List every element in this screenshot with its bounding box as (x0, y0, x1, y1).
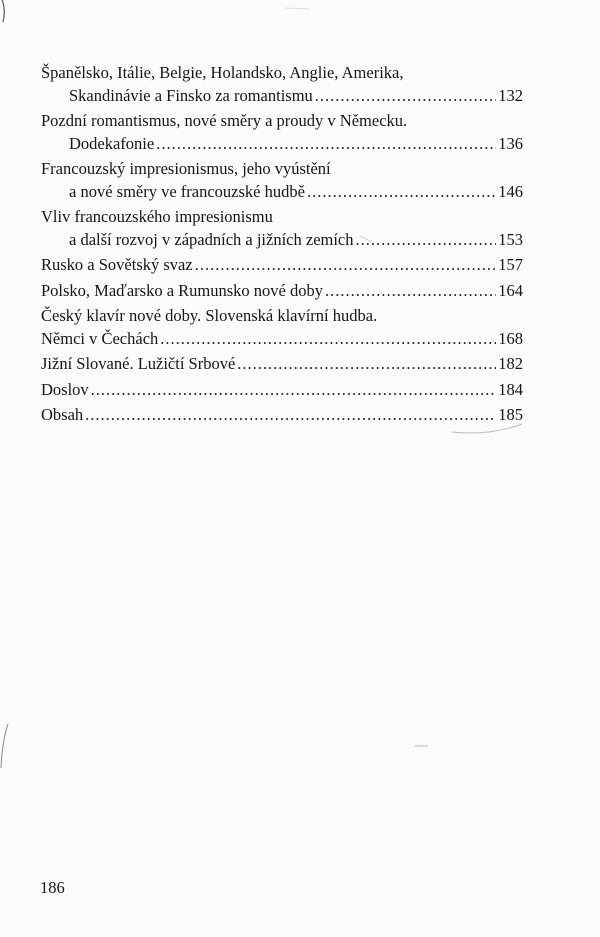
toc-entry (41, 206, 523, 251)
dot-leader (91, 379, 497, 402)
table-of-contents (41, 62, 523, 430)
toc-entry (41, 158, 523, 203)
toc-page-number: 182 (498, 354, 523, 373)
toc-entry-title-line-1: Španělsko, Itálie, Belgie, Holandsko, Anglie, Amerika, (41, 63, 404, 82)
dot-leader (156, 133, 496, 156)
toc-entry (41, 110, 523, 155)
toc-entry (41, 404, 523, 427)
toc-page-number: 184 (498, 379, 523, 399)
toc-entry-title-line-1: Pozdní romantismus, nové směry a proudy v Německu. (41, 111, 408, 130)
dot-leader (85, 404, 496, 427)
toc-page-number: 146 (498, 181, 523, 201)
toc-entry-title-line-1: Český klavír nové doby. Slovenská klavírní hudba. (41, 306, 378, 325)
dot-leader (325, 280, 496, 303)
toc-entry-title-line-2: Skandinávie a Finsko za romantismu (69, 85, 313, 105)
toc-page-number: 132 (498, 85, 523, 105)
dot-leader (307, 181, 496, 204)
toc-entry-title: Doslov (41, 379, 89, 399)
toc-entry (41, 280, 523, 303)
toc-entry-title: Polsko, Maďarsko a Rumunsko nové doby (41, 280, 323, 300)
toc-entry-title: Obsah (41, 405, 84, 424)
page-number: 186 (40, 878, 65, 897)
toc-page-number: 153 (498, 229, 523, 249)
toc-page-number: 164 (498, 280, 523, 300)
dot-leader (315, 85, 496, 108)
dot-leader (237, 353, 496, 376)
toc-entry-title-line-1: Francouzský impresionismus, jeho vyústění (41, 159, 331, 178)
toc-entry (41, 254, 523, 277)
toc-page-number: 185 (498, 405, 523, 424)
toc-page-number: 136 (498, 133, 523, 153)
toc-entry (41, 62, 523, 107)
toc-entry-title-line-2: a další rozvoj v západních a jižních zemích (69, 229, 354, 249)
toc-page-number: 168 (498, 328, 523, 348)
toc-entry-title-line-2: Dodekafonie (69, 133, 155, 153)
dot-leader (195, 254, 497, 277)
dot-leader (160, 328, 496, 351)
toc-page-number: 157 (498, 255, 523, 274)
dot-leader (356, 229, 497, 252)
toc-entry (41, 305, 523, 350)
toc-entry-title: Jižní Slované. Lužičtí Srbové (41, 354, 236, 373)
toc-entry-title: Rusko a Sovětský svaz (41, 255, 193, 274)
toc-entry-title-line-1: Vliv francouzského impresionismu (41, 207, 273, 226)
toc-entry (41, 379, 523, 402)
toc-entry-title-line-2: Němci v Čechách (41, 328, 159, 348)
toc-entry (41, 353, 523, 376)
toc-entry-title-line-2: a nové směry ve francouzské hudbě (69, 181, 305, 201)
